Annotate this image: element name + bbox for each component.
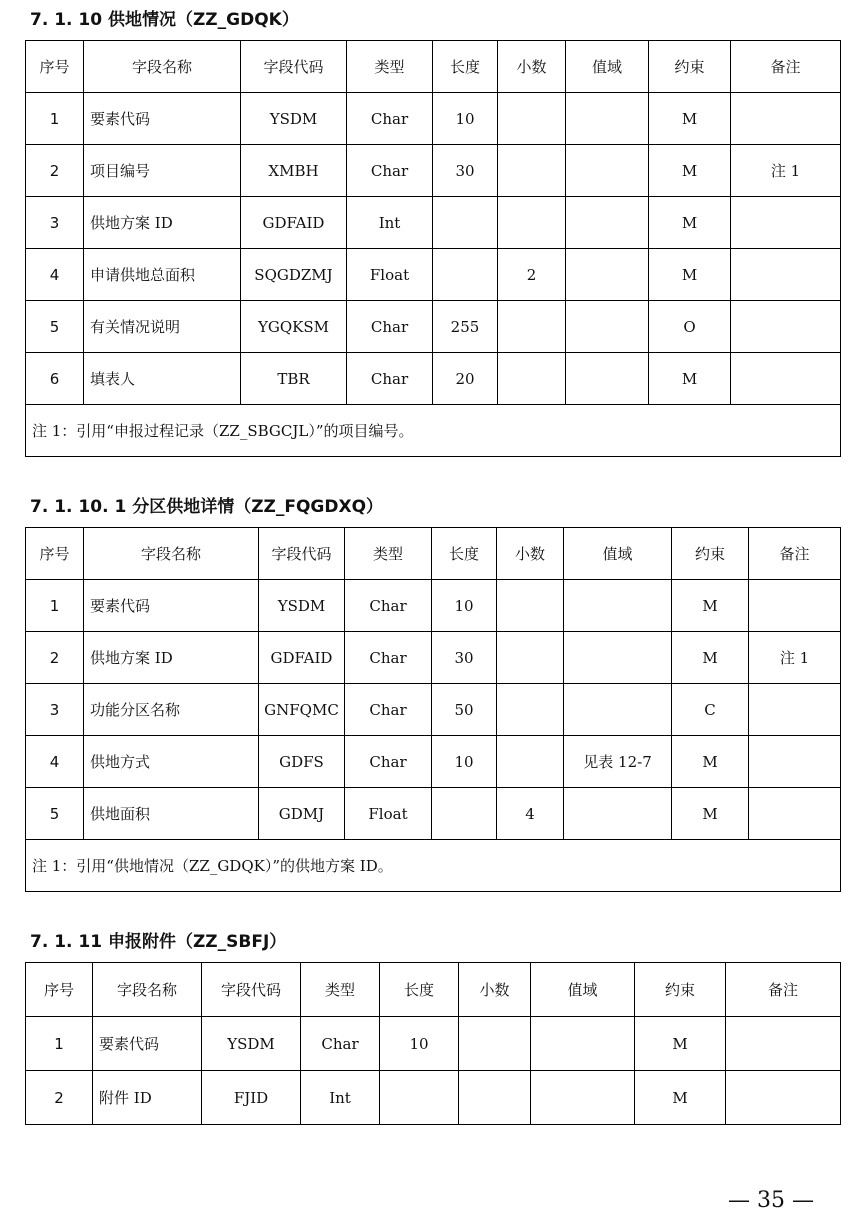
header-constraint: 约束	[649, 41, 731, 93]
cell-field-code: GDFS	[259, 736, 345, 788]
table-body-fqgdxq	[26, 528, 841, 892]
cell-seq: 6	[26, 353, 84, 405]
header-type: 类型	[347, 41, 433, 93]
cell-length: 10	[433, 93, 498, 145]
cell-field-code: GDFAID	[259, 632, 345, 684]
cell-decimal	[497, 684, 564, 736]
cell-field-name: 要素代码	[93, 1017, 202, 1071]
cell-field-name: 要素代码	[84, 93, 241, 145]
cell-length: 10	[432, 736, 497, 788]
cell-length	[432, 788, 497, 840]
cell-field-name: 填表人	[84, 353, 241, 405]
header-decimal: 小数	[498, 41, 566, 93]
cell-seq: 1	[26, 1017, 93, 1071]
table-row	[26, 93, 841, 145]
cell-domain	[564, 580, 672, 632]
cell-remark	[749, 580, 841, 632]
header-constraint: 约束	[672, 528, 749, 580]
table-header-row	[26, 963, 841, 1017]
header-seq: 序号	[26, 963, 93, 1017]
cell-field-code: GDFAID	[241, 197, 347, 249]
cell-type: Char	[345, 736, 432, 788]
cell-length	[433, 249, 498, 301]
cell-field-code: FJID	[202, 1071, 301, 1125]
cell-constraint: M	[635, 1017, 726, 1071]
cell-field-name: 供地方案 ID	[84, 632, 259, 684]
cell-decimal	[459, 1071, 531, 1125]
table-row	[26, 197, 841, 249]
cell-type: Char	[345, 580, 432, 632]
section-title-fqgdxq: 7. 1. 10. 1 分区供地详情（ZZ_FQGDXQ）	[30, 497, 384, 517]
cell-seq: 1	[26, 580, 84, 632]
cell-field-name: 申请供地总面积	[84, 249, 241, 301]
cell-type: Char	[347, 145, 433, 197]
cell-domain	[566, 93, 649, 145]
cell-domain	[566, 249, 649, 301]
cell-length	[433, 197, 498, 249]
cell-seq: 2	[26, 1071, 93, 1125]
cell-type: Float	[345, 788, 432, 840]
header-field-code: 字段代码	[259, 528, 345, 580]
table-row	[26, 684, 841, 736]
table-row	[26, 249, 841, 301]
cell-decimal	[498, 93, 566, 145]
table-body-sbfj	[26, 963, 841, 1125]
table-note-row	[26, 405, 841, 457]
cell-domain	[566, 197, 649, 249]
cell-constraint: M	[649, 93, 731, 145]
cell-decimal	[497, 736, 564, 788]
cell-remark	[731, 197, 841, 249]
header-field-name: 字段名称	[93, 963, 202, 1017]
table-row	[26, 353, 841, 405]
cell-domain	[564, 632, 672, 684]
cell-type: Char	[301, 1017, 380, 1071]
table-row	[26, 632, 841, 684]
header-length: 长度	[432, 528, 497, 580]
cell-decimal	[498, 353, 566, 405]
cell-decimal	[498, 145, 566, 197]
table-row	[26, 1071, 841, 1125]
table-sbfj	[25, 962, 841, 1125]
cell-length	[380, 1071, 459, 1125]
cell-field-code: GNFQMC	[259, 684, 345, 736]
cell-decimal: 4	[497, 788, 564, 840]
cell-field-name: 供地方式	[84, 736, 259, 788]
table-row	[26, 1017, 841, 1071]
cell-type: Char	[347, 301, 433, 353]
cell-seq: 2	[26, 145, 84, 197]
cell-decimal	[498, 301, 566, 353]
cell-constraint: M	[649, 249, 731, 301]
cell-seq: 5	[26, 788, 84, 840]
cell-field-name: 供地面积	[84, 788, 259, 840]
cell-decimal	[497, 632, 564, 684]
cell-field-code: SQGDZMJ	[241, 249, 347, 301]
cell-domain	[566, 353, 649, 405]
header-decimal: 小数	[497, 528, 564, 580]
cell-remark	[726, 1017, 841, 1071]
cell-seq: 3	[26, 197, 84, 249]
table-row	[26, 788, 841, 840]
cell-constraint: M	[672, 788, 749, 840]
page-number: — 35 —	[728, 1188, 814, 1213]
header-seq: 序号	[26, 41, 84, 93]
cell-domain	[566, 301, 649, 353]
cell-decimal	[498, 197, 566, 249]
cell-remark	[749, 736, 841, 788]
header-field-code: 字段代码	[241, 41, 347, 93]
cell-field-code: GDMJ	[259, 788, 345, 840]
cell-domain	[564, 788, 672, 840]
header-domain: 值域	[531, 963, 635, 1017]
cell-remark	[731, 93, 841, 145]
cell-length: 30	[432, 632, 497, 684]
cell-constraint: O	[649, 301, 731, 353]
cell-remark	[731, 353, 841, 405]
cell-field-name: 项目编号	[84, 145, 241, 197]
table-body-gdqk	[26, 41, 841, 457]
cell-domain	[564, 684, 672, 736]
cell-type: Char	[347, 93, 433, 145]
cell-remark	[731, 301, 841, 353]
cell-field-name: 功能分区名称	[84, 684, 259, 736]
header-length: 长度	[380, 963, 459, 1017]
header-type: 类型	[345, 528, 432, 580]
cell-decimal: 2	[498, 249, 566, 301]
table-note: 注 1：引用“申报过程记录（ZZ_SBGCJL）”的项目编号。	[26, 405, 841, 457]
cell-field-name: 附件 ID	[93, 1071, 202, 1125]
cell-field-code: YSDM	[202, 1017, 301, 1071]
cell-length: 10	[380, 1017, 459, 1071]
cell-remark: 注 1	[731, 145, 841, 197]
table-note-row	[26, 840, 841, 892]
cell-remark	[726, 1071, 841, 1125]
cell-field-code: YSDM	[259, 580, 345, 632]
cell-constraint: M	[649, 353, 731, 405]
table-row	[26, 145, 841, 197]
cell-field-code: TBR	[241, 353, 347, 405]
cell-length: 20	[433, 353, 498, 405]
header-seq: 序号	[26, 528, 84, 580]
cell-constraint: C	[672, 684, 749, 736]
table-gdqk	[25, 40, 841, 457]
cell-type: Int	[301, 1071, 380, 1125]
header-field-name: 字段名称	[84, 41, 241, 93]
header-domain: 值域	[564, 528, 672, 580]
header-constraint: 约束	[635, 963, 726, 1017]
header-type: 类型	[301, 963, 380, 1017]
cell-type: Char	[347, 353, 433, 405]
cell-decimal	[459, 1017, 531, 1071]
header-field-name: 字段名称	[84, 528, 259, 580]
header-remark: 备注	[731, 41, 841, 93]
cell-length: 50	[432, 684, 497, 736]
cell-type: Char	[345, 684, 432, 736]
cell-field-name: 有关情况说明	[84, 301, 241, 353]
cell-constraint: M	[649, 145, 731, 197]
cell-constraint: M	[635, 1071, 726, 1125]
table-note: 注 1：引用“供地情况（ZZ_GDQK）”的供地方案 ID。	[26, 840, 841, 892]
cell-constraint: M	[672, 632, 749, 684]
cell-type: Char	[345, 632, 432, 684]
cell-domain: 见表 12-7	[564, 736, 672, 788]
header-remark: 备注	[749, 528, 841, 580]
header-length: 长度	[433, 41, 498, 93]
header-domain: 值域	[566, 41, 649, 93]
cell-constraint: M	[672, 736, 749, 788]
cell-remark	[749, 684, 841, 736]
cell-seq: 3	[26, 684, 84, 736]
cell-domain	[531, 1071, 635, 1125]
cell-type: Int	[347, 197, 433, 249]
cell-decimal	[497, 580, 564, 632]
header-field-code: 字段代码	[202, 963, 301, 1017]
section-title-sbfj: 7. 1. 11 申报附件（ZZ_SBFJ）	[30, 932, 287, 952]
cell-constraint: M	[672, 580, 749, 632]
header-remark: 备注	[726, 963, 841, 1017]
cell-remark	[749, 788, 841, 840]
cell-seq: 1	[26, 93, 84, 145]
cell-remark	[731, 249, 841, 301]
section-title-gdqk: 7. 1. 10 供地情况（ZZ_GDQK）	[30, 10, 299, 30]
cell-field-code: YSDM	[241, 93, 347, 145]
cell-field-name: 供地方案 ID	[84, 197, 241, 249]
cell-field-code: XMBH	[241, 145, 347, 197]
cell-seq: 2	[26, 632, 84, 684]
cell-length: 30	[433, 145, 498, 197]
cell-field-code: YGQKSM	[241, 301, 347, 353]
cell-remark: 注 1	[749, 632, 841, 684]
cell-type: Float	[347, 249, 433, 301]
cell-domain	[531, 1017, 635, 1071]
cell-domain	[566, 145, 649, 197]
table-header-row	[26, 41, 841, 93]
table-header-row	[26, 528, 841, 580]
cell-length: 10	[432, 580, 497, 632]
cell-field-name: 要素代码	[84, 580, 259, 632]
cell-seq: 4	[26, 736, 84, 788]
table-fqgdxq	[25, 527, 841, 892]
cell-seq: 5	[26, 301, 84, 353]
cell-constraint: M	[649, 197, 731, 249]
table-row	[26, 736, 841, 788]
cell-seq: 4	[26, 249, 84, 301]
table-row	[26, 580, 841, 632]
cell-length: 255	[433, 301, 498, 353]
header-decimal: 小数	[459, 963, 531, 1017]
table-row	[26, 301, 841, 353]
